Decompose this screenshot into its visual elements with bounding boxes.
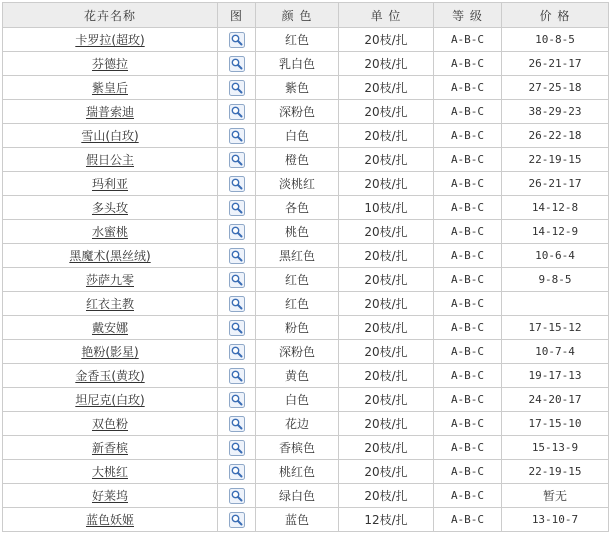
grade-cell: A-B-C (434, 412, 502, 436)
table-row (3, 436, 609, 460)
flower-name-cell (3, 268, 218, 292)
price-cell: 9-8-5 (502, 268, 609, 292)
grade-cell: A-B-C (434, 172, 502, 196)
price-cell: 22-19-15 (502, 148, 609, 172)
price-cell: 22-19-15 (502, 460, 609, 484)
grade-cell: A-B-C (434, 28, 502, 52)
flower-name-cell (3, 28, 218, 52)
color-cell: 黑红色 (256, 244, 339, 268)
table-row (3, 100, 609, 124)
flower-name-cell (3, 100, 218, 124)
unit-cell: 20枝/扎 (339, 364, 434, 388)
flower-name-link[interactable]: 戴安娜 (91, 321, 128, 335)
flower-name-link[interactable]: 好莱坞 (91, 489, 128, 503)
unit-cell: 20枝/扎 (339, 340, 434, 364)
grade-cell: A-B-C (434, 460, 502, 484)
flower-name-link[interactable]: 玛利亚 (91, 177, 128, 191)
header-flower-name: 花卉名称 (3, 3, 218, 28)
image-cell (218, 340, 256, 364)
image-cell (218, 28, 256, 52)
color-cell: 橙色 (256, 148, 339, 172)
flower-name-cell (3, 340, 218, 364)
grade-cell: A-B-C (434, 388, 502, 412)
image-cell (218, 244, 256, 268)
magnifier-icon[interactable] (229, 224, 245, 240)
price-cell: 17-15-10 (502, 412, 609, 436)
image-cell (218, 316, 256, 340)
grade-cell: A-B-C (434, 124, 502, 148)
image-cell (218, 436, 256, 460)
grade-cell: A-B-C (434, 484, 502, 508)
flower-name-cell (3, 52, 218, 76)
magnifier-icon[interactable] (229, 56, 245, 72)
flower-name-link[interactable]: 艳粉(影星) (81, 345, 139, 359)
image-cell (218, 100, 256, 124)
price-cell: 15-13-9 (502, 436, 609, 460)
price-cell: 19-17-13 (502, 364, 609, 388)
unit-cell: 20枝/扎 (339, 100, 434, 124)
magnifier-icon[interactable] (229, 80, 245, 96)
table-row (3, 148, 609, 172)
image-cell (218, 508, 256, 532)
color-cell: 红色 (256, 28, 339, 52)
color-cell: 蓝色 (256, 508, 339, 532)
table-row (3, 484, 609, 508)
image-cell (218, 172, 256, 196)
table-row (3, 508, 609, 532)
flower-name-cell (3, 388, 218, 412)
unit-cell: 12枝/扎 (339, 508, 434, 532)
magnifier-icon[interactable] (229, 488, 245, 504)
flower-name-link[interactable]: 坦尼克(白玫) (75, 393, 145, 407)
image-cell (218, 196, 256, 220)
color-cell: 粉色 (256, 316, 339, 340)
header-image: 图 (218, 3, 256, 28)
flower-name-link[interactable]: 莎萨九零 (85, 273, 134, 287)
color-cell: 白色 (256, 388, 339, 412)
empty-price-cell (502, 292, 609, 316)
flower-name-cell (3, 460, 218, 484)
unit-cell: 20枝/扎 (339, 244, 434, 268)
image-cell (218, 220, 256, 244)
grade-cell: A-B-C (434, 100, 502, 124)
unit-cell: 20枝/扎 (339, 172, 434, 196)
color-cell: 白色 (256, 124, 339, 148)
magnifier-icon[interactable] (229, 512, 245, 528)
image-cell (218, 148, 256, 172)
unit-cell: 20枝/扎 (339, 388, 434, 412)
flower-name-link[interactable]: 雪山(白玫) (81, 129, 139, 143)
price-cell: 暂无 (502, 484, 609, 508)
table-body (3, 28, 609, 532)
table-row (3, 316, 609, 340)
price-cell: 26-22-18 (502, 124, 609, 148)
flower-name-cell (3, 484, 218, 508)
grade-cell: A-B-C (434, 196, 502, 220)
image-cell (218, 460, 256, 484)
flower-name-cell (3, 292, 218, 316)
grade-cell: A-B-C (434, 220, 502, 244)
image-cell (218, 292, 256, 316)
grade-cell: A-B-C (434, 52, 502, 76)
color-cell: 紫色 (256, 76, 339, 100)
table-row (3, 28, 609, 52)
unit-cell: 20枝/扎 (339, 412, 434, 436)
table-row (3, 364, 609, 388)
flower-name-link[interactable]: 卡罗拉(超玫) (75, 33, 145, 47)
flower-name-cell (3, 436, 218, 460)
grade-cell: A-B-C (434, 244, 502, 268)
color-cell: 桃色 (256, 220, 339, 244)
price-cell: 13-10-7 (502, 508, 609, 532)
grade-cell: A-B-C (434, 436, 502, 460)
header-grade: 等 级 (434, 3, 502, 28)
magnifier-icon[interactable] (229, 200, 245, 216)
table-row (3, 124, 609, 148)
flower-name-link[interactable]: 芬德拉 (91, 57, 128, 71)
color-cell: 各色 (256, 196, 339, 220)
magnifier-icon[interactable] (229, 272, 245, 288)
unit-cell: 20枝/扎 (339, 484, 434, 508)
flower-name-cell (3, 76, 218, 100)
grade-cell: A-B-C (434, 364, 502, 388)
color-cell: 桃红色 (256, 460, 339, 484)
magnifier-icon[interactable] (229, 32, 245, 48)
image-cell (218, 76, 256, 100)
table-row (3, 388, 609, 412)
grade-cell: A-B-C (434, 340, 502, 364)
flower-price-table (2, 2, 609, 532)
grade-cell: A-B-C (434, 268, 502, 292)
color-cell: 乳白色 (256, 52, 339, 76)
flower-name-link[interactable]: 瑞普索迪 (85, 105, 134, 119)
unit-cell: 20枝/扎 (339, 124, 434, 148)
magnifier-icon[interactable] (229, 176, 245, 192)
table-row (3, 52, 609, 76)
flower-name-link[interactable]: 红衣主教 (85, 297, 134, 311)
price-cell: 14-12-8 (502, 196, 609, 220)
price-cell: 10-8-5 (502, 28, 609, 52)
unit-cell: 10枝/扎 (339, 196, 434, 220)
color-cell: 红色 (256, 292, 339, 316)
flower-name-link[interactable]: 假日公主 (85, 153, 134, 167)
image-cell (218, 268, 256, 292)
price-cell: 24-20-17 (502, 388, 609, 412)
magnifier-icon[interactable] (229, 416, 245, 432)
unit-cell: 20枝/扎 (339, 28, 434, 52)
grade-cell: A-B-C (434, 76, 502, 100)
price-cell: 26-21-17 (502, 52, 609, 76)
table-row (3, 340, 609, 364)
image-cell (218, 412, 256, 436)
unit-cell: 20枝/扎 (339, 268, 434, 292)
flower-name-link[interactable]: 蓝色妖姬 (85, 513, 134, 527)
magnifier-icon[interactable] (229, 296, 245, 312)
magnifier-icon[interactable] (229, 128, 245, 144)
magnifier-icon[interactable] (229, 344, 245, 360)
grade-cell: A-B-C (434, 508, 502, 532)
image-cell (218, 388, 256, 412)
unit-cell: 20枝/扎 (339, 316, 434, 340)
flower-name-link[interactable]: 大桃红 (91, 465, 128, 479)
magnifier-icon[interactable] (229, 368, 245, 384)
price-table-container (2, 2, 608, 532)
header-unit: 单 位 (339, 3, 434, 28)
grade-cell: A-B-C (434, 316, 502, 340)
price-cell: 17-15-12 (502, 316, 609, 340)
unit-cell: 20枝/扎 (339, 460, 434, 484)
table-row (3, 172, 609, 196)
price-cell: 14-12-9 (502, 220, 609, 244)
color-cell: 淡桃红 (256, 172, 339, 196)
table-row (3, 220, 609, 244)
magnifier-icon[interactable] (229, 440, 245, 456)
magnifier-icon[interactable] (229, 320, 245, 336)
color-cell: 花边 (256, 412, 339, 436)
unit-cell: 20枝/扎 (339, 436, 434, 460)
magnifier-icon[interactable] (229, 152, 245, 168)
unit-cell: 20枝/扎 (339, 52, 434, 76)
unit-cell: 20枝/扎 (339, 220, 434, 244)
flower-name-link[interactable]: 多头玫 (91, 201, 128, 215)
flower-name-cell (3, 244, 218, 268)
flower-name-cell (3, 196, 218, 220)
magnifier-icon[interactable] (229, 464, 245, 480)
flower-name-cell (3, 412, 218, 436)
unit-cell: 20枝/扎 (339, 76, 434, 100)
flower-name-cell (3, 316, 218, 340)
magnifier-icon[interactable] (229, 392, 245, 408)
grade-cell: A-B-C (434, 148, 502, 172)
table-header-row (3, 3, 609, 28)
table-row (3, 196, 609, 220)
flower-name-cell (3, 172, 218, 196)
header-color: 颜 色 (256, 3, 339, 28)
table-row (3, 76, 609, 100)
price-cell: 26-21-17 (502, 172, 609, 196)
color-cell: 深粉色 (256, 100, 339, 124)
flower-name-link[interactable]: 双色粉 (91, 417, 128, 431)
table-row (3, 412, 609, 436)
image-cell (218, 124, 256, 148)
flower-name-link[interactable]: 黑魔术(黑丝绒) (69, 249, 151, 263)
table-row (3, 268, 609, 292)
price-cell: 27-25-18 (502, 76, 609, 100)
flower-name-cell (3, 148, 218, 172)
price-cell: 38-29-23 (502, 100, 609, 124)
flower-name-link[interactable]: 水蜜桃 (91, 225, 128, 239)
color-cell: 深粉色 (256, 340, 339, 364)
color-cell: 绿白色 (256, 484, 339, 508)
grade-cell: A-B-C (434, 292, 502, 316)
flower-name-link[interactable]: 新香槟 (91, 441, 128, 455)
header-price: 价 格 (502, 3, 609, 28)
table-row (3, 460, 609, 484)
image-cell (218, 52, 256, 76)
flower-name-cell (3, 220, 218, 244)
color-cell: 香槟色 (256, 436, 339, 460)
price-cell: 10-7-4 (502, 340, 609, 364)
flower-name-link[interactable]: 金香玉(黄玫) (75, 369, 145, 383)
image-cell (218, 484, 256, 508)
magnifier-icon[interactable] (229, 104, 245, 120)
price-cell: 10-6-4 (502, 244, 609, 268)
table-row (3, 244, 609, 268)
color-cell: 黄色 (256, 364, 339, 388)
flower-name-cell (3, 364, 218, 388)
image-cell (218, 364, 256, 388)
flower-name-cell (3, 124, 218, 148)
flower-name-link[interactable]: 紫皇后 (91, 81, 128, 95)
flower-name-cell (3, 508, 218, 532)
magnifier-icon[interactable] (229, 248, 245, 264)
unit-cell: 20枝/扎 (339, 148, 434, 172)
unit-cell: 20枝/扎 (339, 292, 434, 316)
color-cell: 红色 (256, 268, 339, 292)
table-row (3, 292, 609, 316)
